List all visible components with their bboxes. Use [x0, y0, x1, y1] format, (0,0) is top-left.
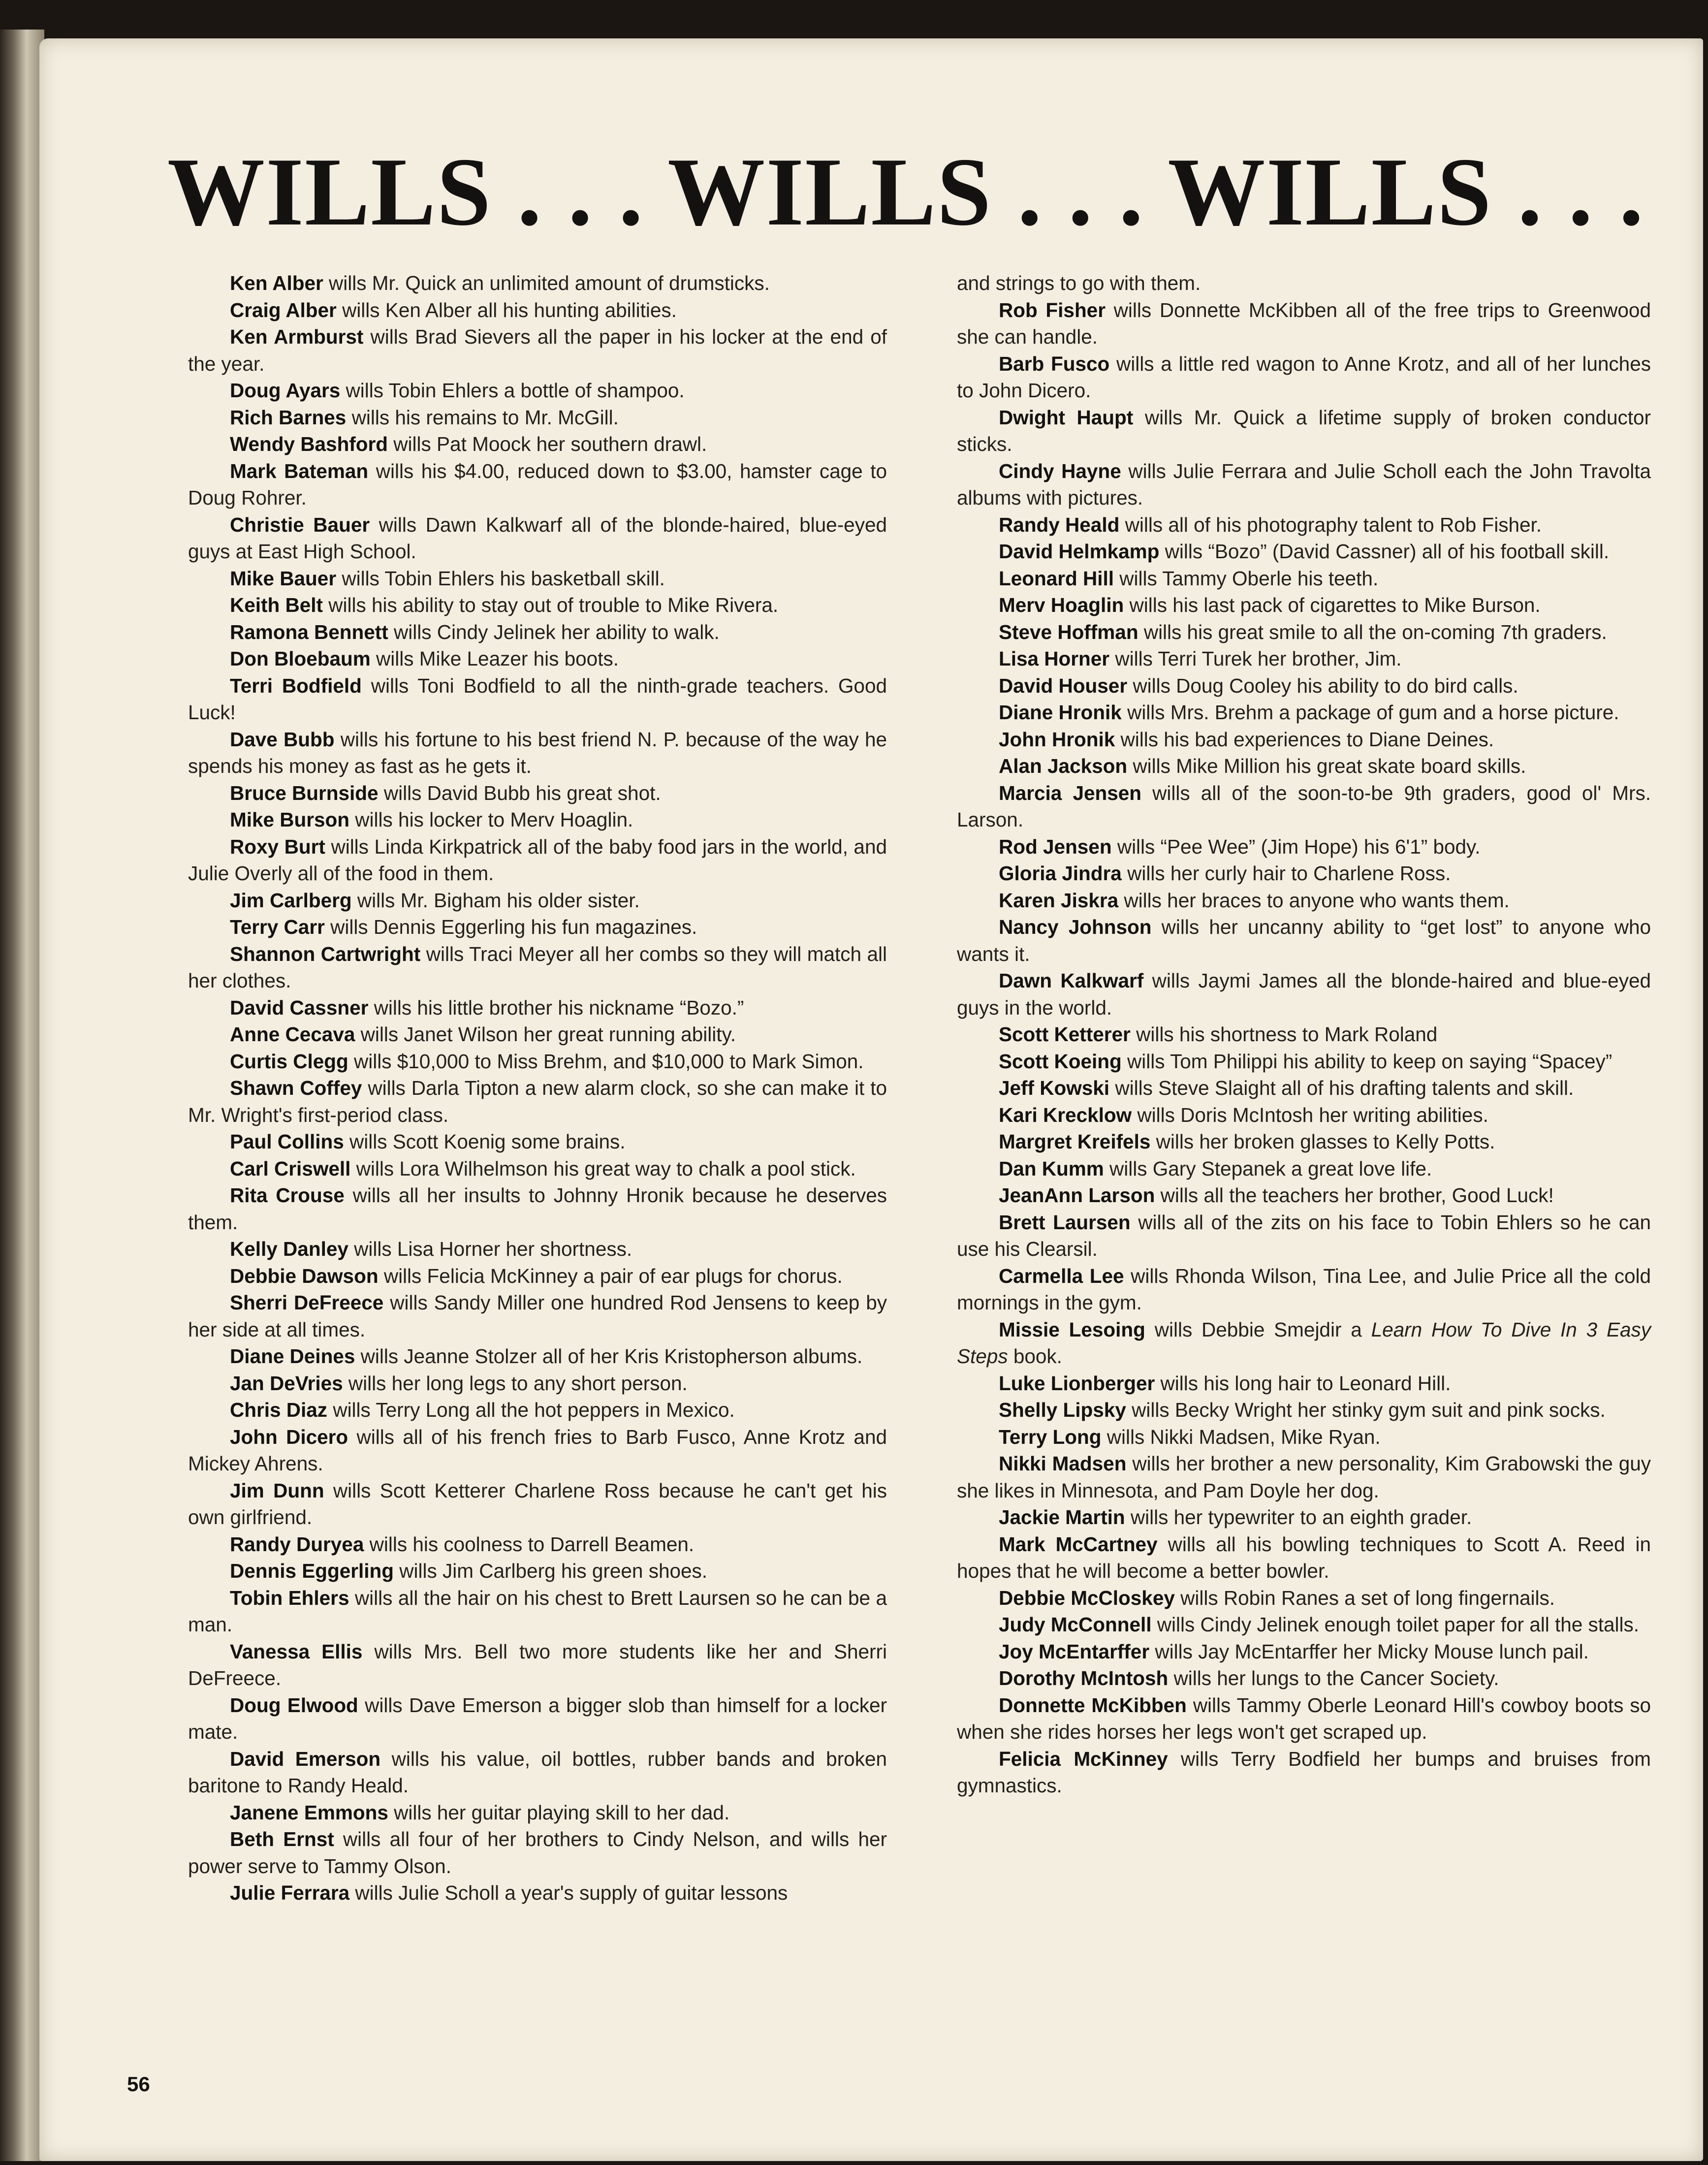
will-text: wills her curly hair to Charlene Ross. — [1121, 862, 1451, 885]
will-entry — [188, 645, 887, 672]
will-text: wills “Bozo” (David Cassner) all of his football skill. — [1159, 540, 1610, 563]
student-name: Terri Bodfield — [230, 674, 362, 697]
will-entry — [188, 297, 887, 324]
student-name: Dawn Kalkwarf — [999, 969, 1144, 992]
will-entry — [188, 1826, 887, 1879]
student-name: Jim Carlberg — [230, 889, 352, 912]
student-name: Nancy Johnson — [999, 916, 1152, 938]
will-entry — [188, 1424, 887, 1477]
will-text: wills his bad experiences to Diane Deines. — [1115, 728, 1494, 751]
will-entry — [957, 699, 1651, 726]
student-name: Dan Kumm — [999, 1157, 1104, 1180]
will-entry — [957, 833, 1651, 860]
will-text: wills Tom Philippi his ability to keep on saying “Spacey” — [1121, 1050, 1613, 1073]
will-entry — [188, 1879, 887, 1907]
will-text: wills all the teachers her brother, Good Luck! — [1155, 1184, 1554, 1207]
will-entry — [957, 297, 1651, 350]
will-entry — [188, 1021, 887, 1048]
student-name: Bruce Burnside — [230, 781, 379, 804]
will-text: wills her braces to anyone who wants them. — [1118, 889, 1510, 912]
will-entry — [957, 1048, 1651, 1075]
will-entry — [188, 806, 887, 833]
will-text: wills Mr. Quick a lifetime supply of broken conductor sticks. — [957, 406, 1651, 455]
student-name: Ken Armburst — [230, 325, 364, 348]
will-entry — [188, 726, 887, 780]
student-name: Tobin Ehlers — [230, 1586, 349, 1609]
will-entry — [957, 1102, 1651, 1129]
will-entry — [957, 1692, 1651, 1746]
student-name: Roxy Burt — [230, 835, 325, 858]
student-name: Dennis Eggerling — [230, 1560, 394, 1582]
will-text: wills Lisa Horner her shortness. — [348, 1238, 633, 1260]
will-entry — [188, 1638, 887, 1692]
will-entry — [957, 350, 1651, 404]
will-text: wills Jim Carlberg his green shoes. — [394, 1560, 708, 1582]
student-name: Jim Dunn — [230, 1479, 324, 1502]
will-entry — [188, 592, 887, 619]
student-name: Rob Fisher — [999, 298, 1106, 321]
will-text: wills “Pee Wee” (Jim Hope) his 6'1” body. — [1111, 835, 1481, 858]
student-name: Diane Deines — [230, 1345, 355, 1368]
will-entry — [957, 270, 1651, 297]
student-name: Randy Heald — [999, 513, 1120, 536]
student-name: Carmella Lee — [999, 1264, 1124, 1287]
will-entry — [188, 1477, 887, 1531]
will-text: wills all of the zits on his face to Tobin Ehlers so he can use his Clearsil. — [957, 1210, 1651, 1260]
will-entry — [188, 780, 887, 807]
will-text: wills her long legs to any short person. — [343, 1371, 688, 1395]
will-entry — [957, 914, 1651, 967]
will-text: wills Debbie Smejdir a — [1145, 1318, 1371, 1341]
will-entry — [957, 887, 1651, 914]
will-text: wills his last pack of cigarettes to Mike Burson. — [1124, 594, 1541, 616]
will-entry — [188, 1263, 887, 1290]
student-name: Shawn Coffey — [230, 1077, 362, 1099]
will-entry — [188, 431, 887, 458]
will-text: wills his $4.00, reduced down to $3.00, hamster cage to Doug Rohrer. — [188, 459, 887, 509]
student-name: Mark Bateman — [230, 459, 369, 482]
will-text: wills Doug Cooley his ability to do bird calls. — [1127, 674, 1518, 697]
student-name: Shelly Lipsky — [999, 1399, 1126, 1421]
student-name: Anne Cecava — [230, 1023, 355, 1046]
student-name: Julie Ferrara — [230, 1881, 350, 1904]
will-entry — [188, 323, 887, 377]
will-entry — [188, 377, 887, 404]
will-text: wills Jaymi James all the blonde-haired and blue-eyed guys in the world. — [957, 969, 1651, 1019]
student-name: Judy McConnell — [999, 1613, 1152, 1636]
will-entry — [188, 1799, 887, 1826]
student-name: Doug Elwood — [230, 1693, 358, 1717]
student-name: Barb Fusco — [999, 352, 1110, 375]
student-name: Jeff Kowski — [999, 1077, 1110, 1099]
will-entry — [188, 1558, 887, 1585]
will-entry — [188, 619, 887, 646]
student-name: Cindy Hayne — [999, 459, 1121, 482]
will-entry — [957, 458, 1651, 511]
student-name: Steve Hoffman — [999, 620, 1139, 643]
will-entry — [188, 1397, 887, 1424]
will-text: wills Dave Emerson a bigger slob than himself for a locker mate. — [188, 1693, 887, 1743]
will-entry — [188, 1370, 887, 1397]
will-text: wills Cindy Jelinek her ability to walk. — [388, 620, 720, 643]
student-name: David Helmkamp — [999, 540, 1160, 563]
student-name: Diane Hronik — [999, 701, 1122, 724]
will-entry — [188, 458, 887, 511]
page-title: WILLS . . . WILLS . . . WILLS . . . — [167, 138, 1645, 246]
student-name: Chris Diaz — [230, 1399, 328, 1421]
student-name: Scott Koeing — [999, 1050, 1122, 1073]
student-name: Jackie Martin — [999, 1506, 1125, 1528]
student-name: Craig Alber — [230, 298, 337, 321]
will-text: wills her guitar playing skill to her dad. — [388, 1801, 730, 1824]
student-name: Shannon Cartwright — [230, 942, 421, 965]
will-text: wills Sandy Miller one hundred Rod Jensens to keep by her side at all times. — [188, 1291, 887, 1341]
will-text: wills Julie Ferrara and Julie Scholl each the John Travolta albums with pictures. — [957, 459, 1651, 509]
will-entry — [957, 1128, 1651, 1155]
student-name: Janene Emmons — [230, 1801, 388, 1824]
will-entry — [188, 1746, 887, 1799]
student-name: Leonard Hill — [999, 567, 1114, 590]
wills-column-right — [957, 270, 1651, 1799]
will-entry — [957, 404, 1651, 458]
will-text: wills his fortune to his best friend N. P. because of the way he spends his money as fast as he gets it. — [188, 728, 887, 777]
will-entry — [188, 1075, 887, 1128]
page-number: 56 — [127, 2072, 150, 2096]
will-text: wills Donnette McKibben all of the free trips to Greenwood she can handle. — [957, 298, 1651, 348]
student-name: Mike Bauer — [230, 567, 337, 590]
will-text: wills Janet Wilson her great running ability. — [355, 1023, 736, 1046]
will-entry — [957, 1370, 1651, 1397]
student-name: Dorothy McIntosh — [999, 1667, 1169, 1689]
will-text: wills all his bowling techniques to Scott A. Reed in hopes that he will become a better bowler. — [957, 1532, 1651, 1582]
student-name: Terry Long — [999, 1425, 1102, 1448]
will-text: wills Brad Sievers all the paper in his locker at the end of the year. — [188, 325, 887, 375]
student-name: Missie Lesoing — [999, 1318, 1145, 1341]
will-entry — [957, 1263, 1651, 1316]
will-text: wills Terry Bodfield her bumps and bruises from gymnastics. — [957, 1747, 1651, 1797]
will-text: wills Mrs. Brehm a package of gum and a horse picture. — [1121, 701, 1619, 724]
student-name: Carl Criswell — [230, 1157, 351, 1180]
student-name: Keith Belt — [230, 594, 323, 616]
will-text: wills all her insults to Johnny Hronik because he deserves them. — [188, 1184, 887, 1234]
will-text: wills all four of her brothers to Cindy Nelson, and wills her power serve to Tammy Olson. — [188, 1828, 887, 1878]
student-name: Paul Collins — [230, 1130, 344, 1153]
will-entry — [188, 404, 887, 431]
will-entry — [957, 1424, 1651, 1451]
will-text: wills her broken glasses to Kelly Potts. — [1150, 1130, 1495, 1153]
will-text: wills Terry Long all the hot peppers in Mexico. — [327, 1399, 735, 1421]
will-text: wills Darla Tipton a new alarm clock, so she can make it to Mr. Wright's first-period class. — [188, 1077, 887, 1126]
will-text: wills Toni Bodfield to all the ninth-grade teachers. Good Luck! — [188, 674, 887, 724]
will-text: wills Jay McEntarffer her Micky Mouse lunch pail. — [1149, 1640, 1589, 1663]
will-entry — [957, 1638, 1651, 1665]
will-text: wills Cindy Jelinek enough toilet paper for all the stalls. — [1151, 1613, 1640, 1636]
student-name: Donnette McKibben — [999, 1693, 1187, 1717]
will-text: wills his ability to stay out of trouble to Mike Rivera. — [323, 594, 779, 616]
will-entry — [188, 1182, 887, 1236]
will-text: wills Traci Meyer all her combs so they will match all her clothes. — [188, 942, 887, 992]
will-entry — [188, 887, 887, 914]
will-text: wills Tammy Oberle Leonard Hill's cowboy boots so when she rides horses her legs won't get scraped up. — [957, 1693, 1651, 1743]
will-entry — [957, 1450, 1651, 1504]
student-name: Felicia McKinney — [999, 1747, 1168, 1770]
will-entry — [188, 941, 887, 994]
will-entry — [957, 1746, 1651, 1799]
will-entry — [957, 619, 1651, 646]
will-entry — [188, 672, 887, 726]
student-name: Marcia Jensen — [999, 781, 1142, 804]
will-text: wills Jeanne Stolzer all of her Kris Kristopherson albums. — [355, 1345, 863, 1368]
student-name: Dave Bubb — [230, 728, 335, 751]
will-text: wills Lora Wilhelmson his great way to chalk a pool stick. — [350, 1157, 856, 1180]
will-text: wills all of his photography talent to Rob Fisher. — [1119, 513, 1542, 536]
will-text: wills Mike Leazer his boots. — [370, 647, 619, 670]
student-name: Mike Burson — [230, 808, 350, 831]
student-name: Sherri DeFreece — [230, 1291, 384, 1314]
student-name: Mark McCartney — [999, 1532, 1158, 1556]
will-text: wills his long hair to Leonard Hill. — [1155, 1371, 1451, 1395]
will-entry — [957, 967, 1651, 1021]
will-entry — [957, 1209, 1651, 1263]
will-text: wills Dennis Eggerling his fun magazines. — [324, 916, 697, 938]
will-text: wills her brother a new personality, Kim Grabowski the guy she likes in Minnesota, and Pam Doyle her dog. — [957, 1452, 1651, 1502]
will-text: wills his locker to Merv Hoaglin. — [349, 808, 633, 831]
will-text: wills Gary Stepanek a great love life. — [1104, 1157, 1432, 1180]
student-name: Wendy Bashford — [230, 433, 388, 455]
student-name: Debbie Dawson — [230, 1264, 379, 1287]
will-entry — [957, 860, 1651, 887]
will-text: and strings to go with them. — [957, 272, 1201, 294]
will-entry — [188, 1048, 887, 1075]
student-name: Karen Jiskra — [999, 889, 1119, 912]
student-name: Alan Jackson — [999, 755, 1128, 777]
will-text: wills Terri Turek her brother, Jim. — [1109, 647, 1402, 670]
student-name: Rod Jensen — [999, 835, 1112, 858]
will-text: wills Rhonda Wilson, Tina Lee, and Julie Price all the cold mornings in the gym. — [957, 1264, 1651, 1314]
will-entry — [957, 511, 1651, 539]
wills-column-left — [188, 270, 887, 1907]
will-entry — [188, 1289, 887, 1343]
student-name: Scott Ketterer — [999, 1023, 1131, 1046]
student-name: Doug Ayars — [230, 379, 341, 402]
will-entry — [957, 1504, 1651, 1531]
student-name: Gloria Jindra — [999, 862, 1122, 885]
student-name: John Dicero — [230, 1425, 348, 1448]
student-name: Lisa Horner — [999, 647, 1110, 670]
will-text: wills a little red wagon to Anne Krotz, and all of her lunches to John Dicero. — [957, 352, 1651, 402]
will-text: wills Doris McIntosh her writing abilities. — [1132, 1103, 1488, 1126]
will-text: wills Tobin Ehlers his basketball skill. — [336, 567, 665, 590]
will-entry — [188, 833, 887, 887]
will-text: wills Tammy Oberle his teeth. — [1114, 567, 1379, 590]
student-name: Debbie McCloskey — [999, 1586, 1175, 1609]
will-entry — [957, 753, 1651, 780]
student-name: John Hronik — [999, 728, 1115, 751]
student-name: Terry Carr — [230, 916, 325, 938]
student-name: Randy Duryea — [230, 1532, 364, 1556]
will-entry — [188, 914, 887, 941]
student-name: JeanAnn Larson — [999, 1184, 1155, 1207]
will-text: wills his little brother his nickname “Bozo.” — [368, 996, 744, 1019]
will-entry — [957, 565, 1651, 592]
will-text: wills Scott Ketterer Charlene Ross because he can't get his own girlfriend. — [188, 1479, 887, 1528]
will-entry — [957, 1531, 1651, 1585]
will-text: wills Tobin Ehlers a bottle of shampoo. — [340, 379, 685, 402]
will-entry — [957, 1585, 1651, 1612]
student-name: Ramona Bennett — [230, 620, 388, 643]
will-entry — [957, 672, 1651, 700]
will-text: wills all of the soon-to-be 9th graders, good ol' Mrs. Larson. — [957, 781, 1651, 831]
will-text: wills Ken Alber all his hunting abilities. — [336, 298, 677, 321]
student-name: Christie Bauer — [230, 513, 370, 536]
will-text: wills Scott Koenig some brains. — [344, 1130, 626, 1153]
student-name: David Houser — [999, 674, 1128, 697]
will-text: wills her typewriter to an eighth grader. — [1125, 1506, 1472, 1528]
will-text: wills Dawn Kalkwarf all of the blonde-haired, blue-eyed guys at East High School. — [188, 513, 887, 563]
book-spine-edge — [0, 30, 44, 2161]
will-text: wills Mike Million his great skate board skills. — [1127, 755, 1526, 777]
will-text: wills Steve Slaight all of his drafting talents and skill. — [1109, 1077, 1574, 1099]
student-name: Rich Barnes — [230, 406, 347, 429]
will-text: wills his shortness to Mark Roland — [1130, 1023, 1438, 1046]
student-name: Curtis Clegg — [230, 1050, 348, 1073]
student-name: Joy McEntarffer — [999, 1640, 1150, 1663]
book-title: Learn How To Dive In 3 Easy Steps — [957, 1318, 1651, 1368]
will-text: wills Mr. Quick an unlimited amount of drumsticks. — [323, 272, 770, 294]
student-name: Dwight Haupt — [999, 406, 1134, 429]
will-text: wills Nikki Madsen, Mike Ryan. — [1101, 1425, 1381, 1448]
will-text-end: book. — [1008, 1345, 1062, 1368]
will-text: wills Mr. Bigham his older sister. — [351, 889, 640, 912]
will-entry — [957, 1397, 1651, 1424]
student-name: Kelly Danley — [230, 1238, 348, 1260]
will-text: wills his coolness to Darrell Beamen. — [364, 1532, 695, 1556]
student-name: Don Bloebaum — [230, 647, 371, 670]
will-text: wills her lungs to the Cancer Society. — [1168, 1667, 1499, 1689]
student-name: Vanessa Ellis — [230, 1640, 363, 1663]
will-entry — [188, 511, 887, 565]
will-entry — [188, 994, 887, 1021]
student-name: David Cassner — [230, 996, 369, 1019]
student-name: Beth Ernst — [230, 1828, 334, 1850]
will-text: wills Mrs. Bell two more students like her and Sherri DeFreece. — [188, 1640, 887, 1689]
will-entry — [957, 1021, 1651, 1048]
student-name: Ken Alber — [230, 272, 323, 294]
will-entry — [188, 1343, 887, 1370]
will-text: wills all the hair on his chest to Brett Laursen so he can be a man. — [188, 1586, 887, 1636]
will-entry — [957, 538, 1651, 565]
student-name: Merv Hoaglin — [999, 594, 1124, 616]
will-entry — [957, 1611, 1651, 1638]
will-entry — [957, 1075, 1651, 1102]
will-entry — [188, 270, 887, 297]
will-entry — [188, 1531, 887, 1558]
student-name: Nikki Madsen — [999, 1452, 1127, 1475]
will-text: wills his great smile to all the on-coming 7th graders. — [1138, 620, 1607, 643]
will-text: wills Julie Scholl a year's supply of guitar lessons — [349, 1881, 788, 1904]
student-name: Luke Lionberger — [999, 1371, 1155, 1395]
will-entry — [188, 1585, 887, 1638]
will-text: wills Pat Moock her southern drawl. — [388, 433, 707, 455]
will-entry — [957, 1665, 1651, 1692]
will-text: wills Becky Wright her stinky gym suit and pink socks. — [1126, 1399, 1606, 1421]
will-entry — [188, 565, 887, 592]
will-text: wills his remains to Mr. McGill. — [346, 406, 619, 429]
will-text: wills Robin Ranes a set of long fingernails. — [1174, 1586, 1555, 1609]
will-entry — [188, 1128, 887, 1155]
will-entry — [957, 1155, 1651, 1182]
student-name: Rita Crouse — [230, 1184, 345, 1207]
will-entry — [188, 1692, 887, 1746]
will-text: wills his value, oil bottles, rubber bands and broken baritone to Randy Heald. — [188, 1747, 887, 1797]
will-text: wills Felicia McKinney a pair of ear plugs for chorus. — [378, 1264, 843, 1287]
will-text: wills David Bubb his great shot. — [378, 781, 661, 804]
student-name: Margret Kreifels — [999, 1130, 1151, 1153]
will-entry — [957, 780, 1651, 833]
will-entry — [188, 1236, 887, 1263]
will-entry — [188, 1155, 887, 1182]
will-text: wills Linda Kirkpatrick all of the baby food jars in the world, and Julie Overly all of the food in them. — [188, 835, 887, 885]
student-name: Kari Krecklow — [999, 1103, 1132, 1126]
will-entry — [957, 1316, 1651, 1370]
will-entry — [957, 592, 1651, 619]
will-entry — [957, 726, 1651, 753]
will-entry — [957, 645, 1651, 672]
will-text: wills her uncanny ability to “get lost” to anyone who wants it. — [957, 916, 1651, 965]
will-text: wills $10,000 to Miss Brehm, and $10,000 to Mark Simon. — [348, 1050, 864, 1073]
will-text: wills all of his french fries to Barb Fusco, Anne Krotz and Mickey Ahrens. — [188, 1425, 887, 1475]
student-name: Brett Laursen — [999, 1210, 1131, 1234]
student-name: David Emerson — [230, 1747, 381, 1770]
will-entry — [957, 1182, 1651, 1209]
student-name: Jan DeVries — [230, 1371, 343, 1395]
